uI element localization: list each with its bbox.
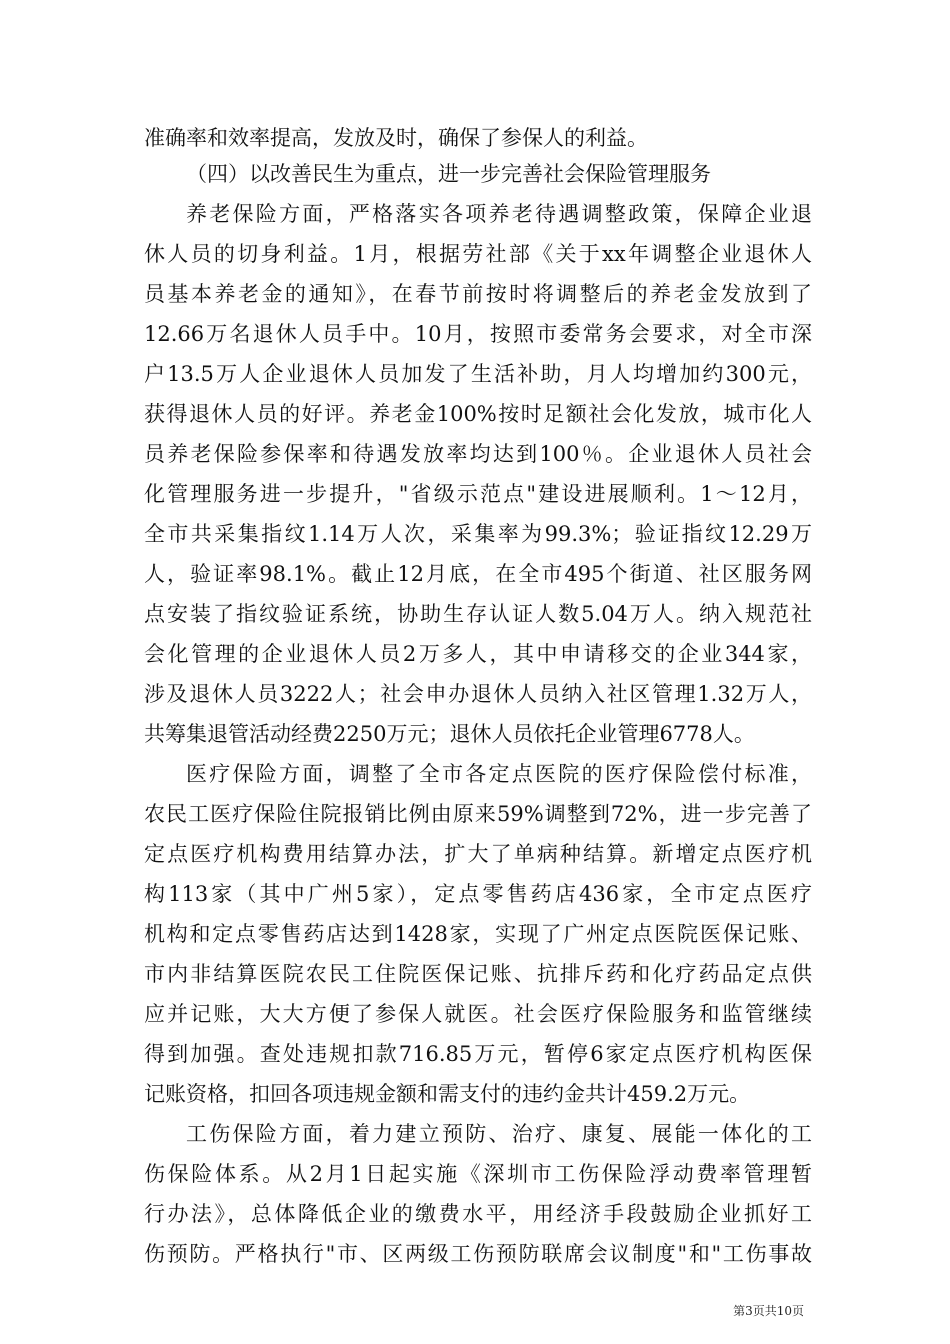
text-line: 伤保险体系。从2月1日起实施《深圳市工伤保险浮动费率管理暂: [144, 1162, 812, 1186]
text-line: 行办法》，总体降低企业的缴费水平，用经济手段鼓励企业抓好工: [144, 1202, 812, 1226]
text-line: 医疗保险方面，调整了全市各定点医院的医疗保险偿付标准，: [186, 762, 812, 786]
text-line: 涉及退休人员3222人；社会申办退休人员纳入社区管理1.32万人，: [144, 682, 812, 706]
text-line: 共筹集退管活动经费2250万元；退休人员依托企业管理6778人。: [144, 722, 755, 746]
text-line: 全市共采集指纹1.14万人次，采集率为99.3%；验证指纹12.29万: [144, 522, 812, 546]
text-line: 工伤保险方面，着力建立预防、治疗、康复、展能一体化的工: [186, 1122, 812, 1146]
text-line: 化管理服务进一步提升，"省级示范点"建设进展顺利。1～12月，: [144, 482, 812, 506]
text-line: 点安装了指纹验证系统，协助生存认证人数5.04万人。纳入规范社: [144, 602, 812, 626]
text-line: 人，验证率98.1%。截止12月底，在全市495个街道、社区服务网: [144, 562, 812, 586]
text-line: 记账资格，扣回各项违规金额和需支付的违约金共计459.2万元。: [144, 1082, 751, 1106]
text-line: 伤预防。严格执行"市、区两级工伤预防联席会议制度"和"工伤事故: [144, 1242, 812, 1266]
text-line: 养老保险方面，严格落实各项养老待遇调整政策，保障企业退: [186, 202, 812, 226]
text-line: 得到加强。查处违规扣款716.85万元，暂停6家定点医疗机构医保: [144, 1042, 812, 1066]
text-line: 休人员的切身利益。1月，根据劳社部《关于xx年调整企业退休人: [144, 242, 812, 266]
text-line: 市内非结算医院农民工住院医保记账、抗排斥药和化疗药品定点供: [144, 962, 812, 986]
text-line: 员基本养老金的通知》，在春节前按时将调整后的养老金发放到了: [144, 282, 812, 306]
text-line: 员养老保险参保率和待遇发放率均达到100％。企业退休人员社会: [144, 442, 812, 466]
text-line: 农民工医疗保险住院报销比例由原来59%调整到72%，进一步完善了: [144, 802, 812, 826]
text-line: 获得退休人员的好评。养老金100%按时足额社会化发放，城市化人: [144, 402, 812, 426]
text-line: 12.66万名退休人员手中。10月，按照市委常务会要求，对全市深: [144, 322, 812, 346]
text-line: 定点医疗机构费用结算办法，扩大了单病种结算。新增定点医疗机: [144, 842, 812, 866]
page-number: 第3页共10页: [733, 1304, 804, 1318]
text-line: 构113家（其中广州5家），定点零售药店436家，全市定点医疗: [144, 882, 812, 906]
text-line: 户13.5万人企业退休人员加发了生活补助，月人均增加约300元，: [144, 362, 812, 386]
section-heading: （四）以改善民生为重点，进一步完善社会保险管理服务: [186, 162, 711, 186]
text-line: 会化管理的企业退休人员2万多人，其中申请移交的企业344家，: [144, 642, 812, 666]
text-line: 机构和定点零售药店达到1428家，实现了广州定点医院医保记账、: [144, 922, 812, 946]
text-line: 准确率和效率提高，发放及时，确保了参保人的利益。: [144, 126, 648, 150]
text-line: 应并记账，大大方便了参保人就医。社会医疗保险服务和监管继续: [144, 1002, 812, 1026]
